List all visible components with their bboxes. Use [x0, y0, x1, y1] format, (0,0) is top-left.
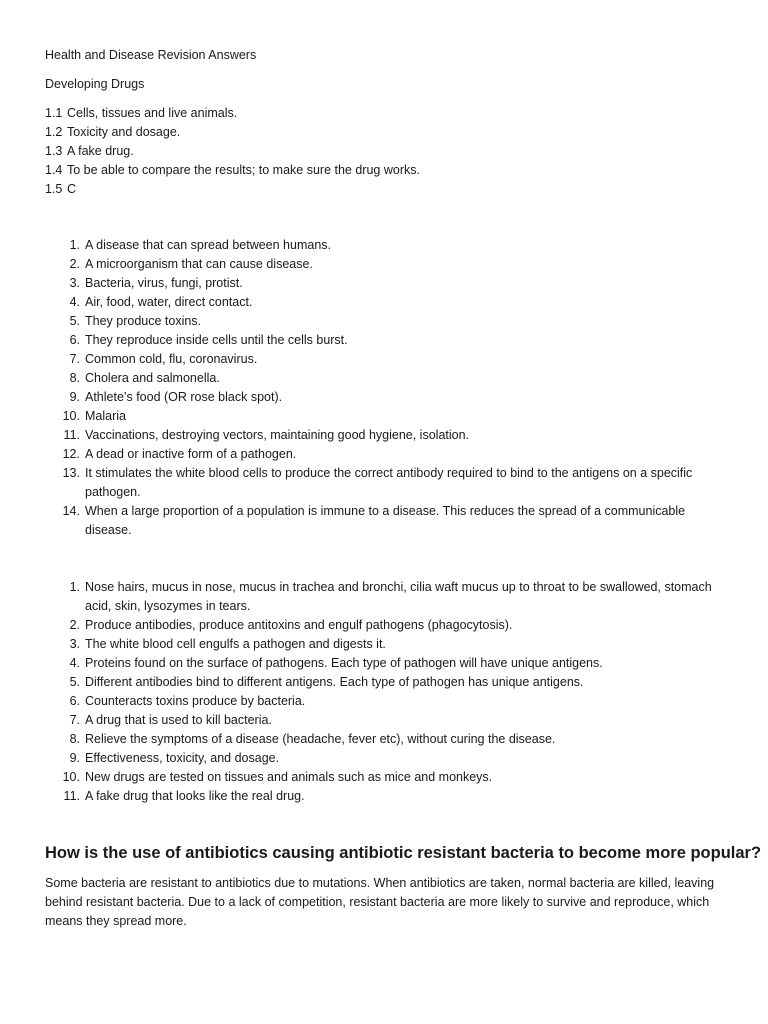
- item-number: 11.: [63, 789, 80, 803]
- list-item: [45, 654, 735, 673]
- item-number: 1.3: [45, 144, 63, 158]
- list-item: [45, 578, 735, 616]
- item-text: A drug that is used to kill bacteria.: [85, 713, 272, 727]
- item-number: 1.4: [45, 163, 63, 177]
- sub-question-item: [45, 104, 735, 123]
- list-item: [45, 635, 735, 654]
- item-number: 13.: [62, 466, 80, 480]
- list-item: [45, 331, 735, 350]
- answer-paragraph: Some bacteria are resistant to antibiotics due to mutations. When antibiotics are taken, normal bacteria are killed, leaving behind resistant bacteria. Due to a lack of competition, resistant bacteria are more likely to survive and reproduce, which means they spread more.: [45, 876, 715, 928]
- item-number: 1.5: [45, 182, 63, 196]
- item-number: 7.: [69, 713, 80, 727]
- item-text: Malaria: [85, 409, 126, 423]
- item-number: 7.: [69, 352, 80, 366]
- item-text: Bacteria, virus, fungi, protist.: [85, 276, 243, 290]
- list-item: [45, 350, 735, 369]
- item-text: When a large proportion of a population is immune to a disease. This reduces the spread of a communicable disease.: [85, 504, 686, 537]
- item-text: It stimulates the white blood cells to produce the correct antibody required to bind to the antigens on a specific pathogen.: [85, 466, 693, 499]
- sub-question-list: [45, 104, 735, 199]
- item-text: A disease that can spread between humans.: [85, 238, 331, 252]
- item-text: A dead or inactive form of a pathogen.: [85, 447, 297, 461]
- item-text: C: [67, 182, 77, 196]
- item-number: 1.: [69, 580, 80, 594]
- item-text: New drugs are tested on tissues and animals such as mice and monkeys.: [85, 770, 493, 784]
- item-text: Vaccinations, destroying vectors, maintaining good hygiene, isolation.: [85, 428, 470, 442]
- list-item: [45, 730, 735, 749]
- question-heading: How is the use of antibiotics causing antibiotic resistant bacteria to become more popular?: [45, 844, 762, 862]
- item-text: They produce toxins.: [85, 314, 202, 328]
- list-item: [45, 692, 735, 711]
- item-number: 3.: [69, 637, 80, 651]
- item-number: 4.: [69, 295, 80, 309]
- item-text: Nose hairs, mucus in nose, mucus in trachea and bronchi, cilia waft mucus up to throat to be swallowed, stomach acid, skin, lysozymes in tears.: [85, 580, 712, 613]
- list-item: [45, 673, 735, 692]
- item-number: 8.: [69, 732, 80, 746]
- item-text: The white blood cell engulfs a pathogen and digests it.: [85, 637, 386, 651]
- item-number: 9.: [69, 390, 80, 404]
- item-number: 1.1: [45, 106, 63, 120]
- list-item: [45, 293, 735, 312]
- item-text: A fake drug that looks like the real drug.: [85, 789, 305, 803]
- sub-question-item: [45, 180, 735, 199]
- item-text: Effectiveness, toxicity, and dosage.: [85, 751, 280, 765]
- item-text: Different antibodies bind to different antigens. Each type of pathogen has unique antigens.: [85, 675, 584, 689]
- list-item: [45, 711, 735, 730]
- section-title: Developing Drugs: [45, 77, 145, 91]
- list-item: [45, 426, 735, 445]
- list-item: [45, 749, 735, 768]
- item-text: Air, food, water, direct contact.: [85, 295, 253, 309]
- item-number: 12.: [62, 447, 80, 461]
- list-item: [45, 616, 735, 635]
- item-number: 9.: [69, 751, 80, 765]
- item-text: To be able to compare the results; to make sure the drug works.: [67, 163, 420, 177]
- item-number: 8.: [69, 371, 80, 385]
- list-item: [45, 502, 735, 540]
- item-number: 6.: [69, 333, 80, 347]
- document-page: [45, 46, 762, 931]
- item-text: Proteins found on the surface of pathogens. Each type of pathogen will have unique antigens.: [85, 656, 603, 670]
- item-number: 2.: [69, 618, 80, 632]
- item-number: 6.: [69, 694, 80, 708]
- list-item: [45, 312, 735, 331]
- item-number: 4.: [69, 656, 80, 670]
- item-number: 11.: [63, 428, 80, 442]
- item-text: A microorganism that can cause disease.: [85, 257, 313, 271]
- item-number: 5.: [69, 314, 80, 328]
- item-text: Athlete’s food (OR rose black spot).: [85, 390, 283, 404]
- answer-list-1: [45, 236, 735, 540]
- list-item: [45, 388, 735, 407]
- list-item: [45, 236, 735, 255]
- item-text: Produce antibodies, produce antitoxins and engulf pathogens (phagocytosis).: [85, 618, 513, 632]
- answer-list-2: [45, 578, 735, 806]
- item-number: 5.: [69, 675, 80, 689]
- item-number: 1.: [69, 238, 80, 252]
- item-text: Relieve the symptoms of a disease (headache, fever etc), without curing the disease.: [85, 732, 556, 746]
- item-number: 14.: [62, 504, 80, 518]
- list-item: [45, 768, 735, 787]
- item-text: Cells, tissues and live animals.: [67, 106, 238, 120]
- document-title: Health and Disease Revision Answers: [45, 48, 257, 62]
- list-item: [45, 274, 735, 293]
- sub-question-item: [45, 142, 735, 161]
- item-number: 1.2: [45, 125, 63, 139]
- list-item: [45, 407, 735, 426]
- item-text: Common cold, flu, coronavirus.: [85, 352, 258, 366]
- item-text: They reproduce inside cells until the cells burst.: [85, 333, 348, 347]
- item-text: A fake drug.: [67, 144, 134, 158]
- list-item: [45, 464, 735, 502]
- sub-question-item: [45, 123, 735, 142]
- item-number: 10.: [62, 770, 80, 784]
- item-number: 10.: [62, 409, 80, 423]
- item-text: Toxicity and dosage.: [67, 125, 181, 139]
- item-number: 3.: [69, 276, 80, 290]
- list-item: [45, 787, 735, 806]
- list-item: [45, 445, 735, 464]
- list-item: [45, 255, 735, 274]
- sub-question-item: [45, 161, 735, 180]
- list-item: [45, 369, 735, 388]
- item-text: Cholera and salmonella.: [85, 371, 220, 385]
- item-text: Counteracts toxins produce by bacteria.: [85, 694, 306, 708]
- item-number: 2.: [69, 257, 80, 271]
